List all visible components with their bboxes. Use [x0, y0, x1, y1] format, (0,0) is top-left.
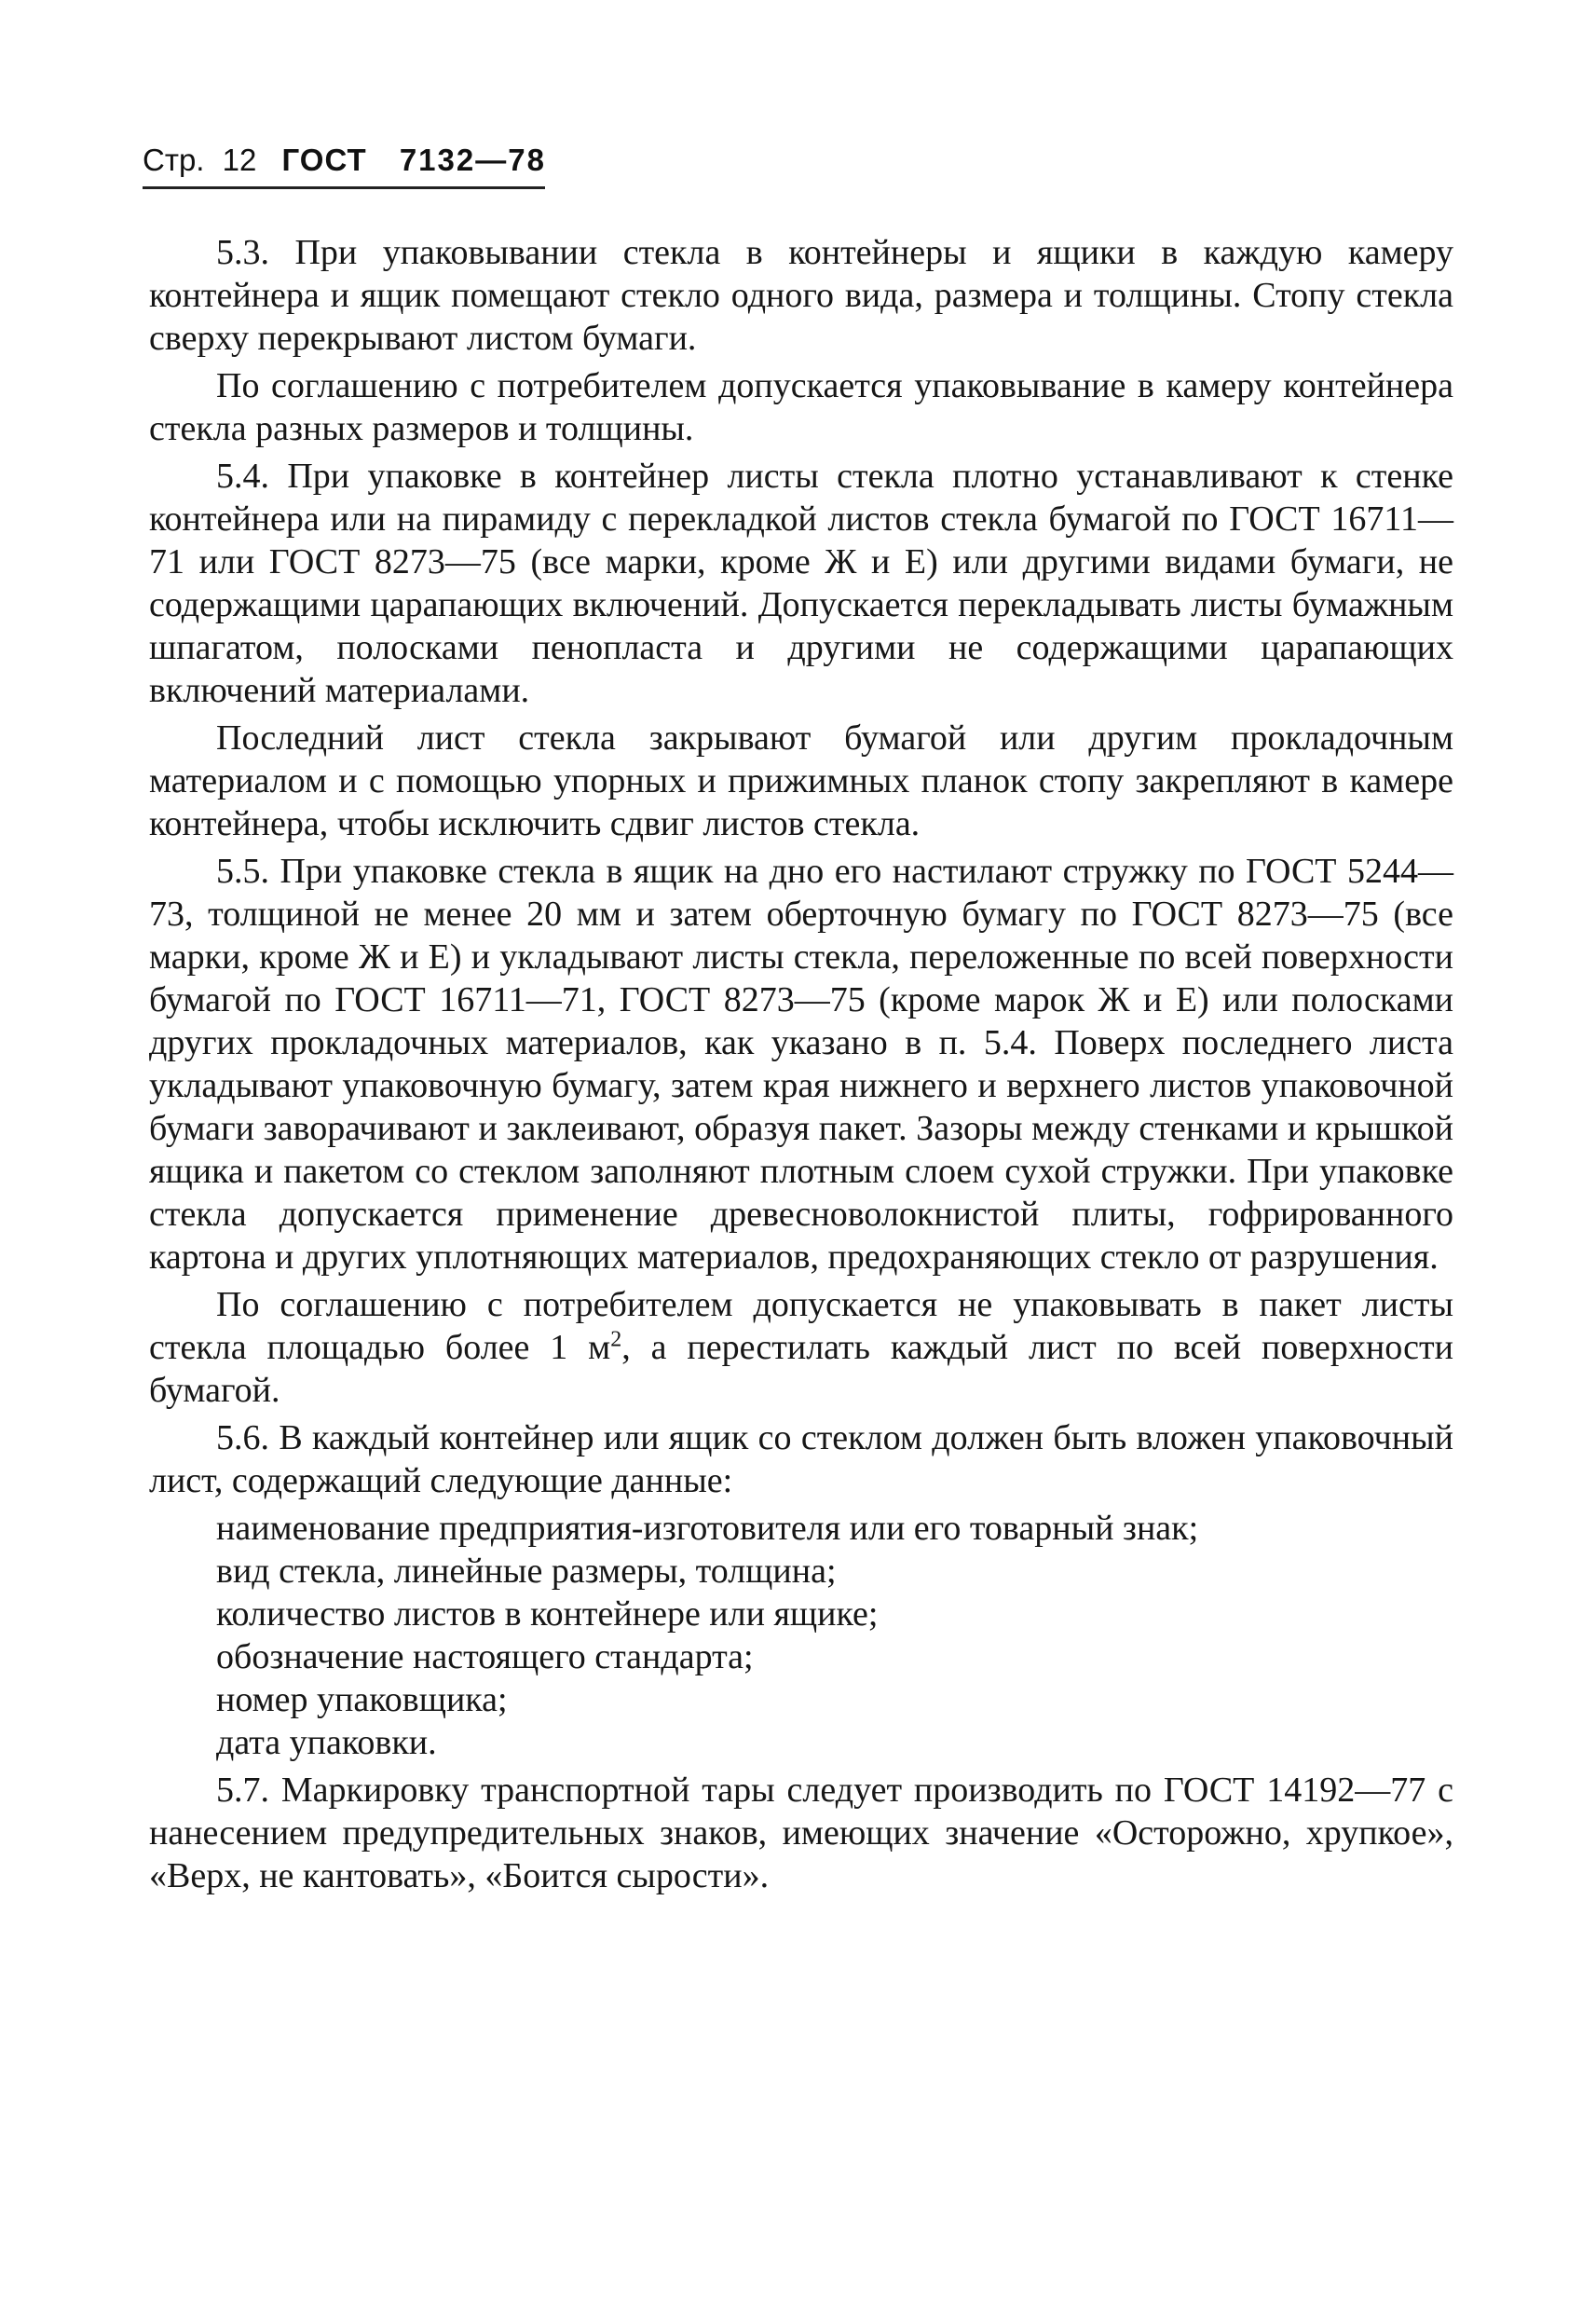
- paragraph-5-5-agreement-text-start: По соглашению с потребителем допускается не упаковывать в пакет листы стекла площадью более 1 м: [149, 1285, 1453, 1367]
- square-meter-superscript: 2: [610, 1327, 622, 1352]
- page-header: [143, 142, 546, 179]
- list-item: обозначение настоящего стандарта;: [216, 1637, 754, 1676]
- list-item: номер упаковщика;: [216, 1680, 508, 1719]
- document-body: [149, 231, 1453, 1902]
- paragraph-5-3-agreement: По соглашению с потребителем допускается упаковывание в камеру контейнера стекла разных размеров и толщины.: [149, 366, 1453, 448]
- page-label: Стр.: [143, 143, 205, 177]
- standard-prefix: ГОСТ: [281, 143, 367, 177]
- page-number: 12: [222, 143, 257, 177]
- paragraph-5-7: 5.7. Маркировку транспортной тары следует производить по ГОСТ 14192—77 с нанесением предупредительных знаков, имеющих значение «Осторожно, хрупкое», «Верх, не кантовать», «Боится сырости».: [149, 1771, 1453, 1895]
- paragraph-5-6: 5.6. В каждый контейнер или ящик со стеклом должен быть вложен упаковочный лист, содержащий следующие данные:: [149, 1418, 1453, 1500]
- list-item: вид стекла, линейные размеры, толщина;: [216, 1552, 837, 1591]
- paragraph-5-4: 5.4. При упаковке в контейнер листы стекла плотно устанавливают к стенке контейнера или на пирамиду с перекладкой листов стекла бумагой по ГОСТ 16711—71 или ГОСТ 8273—75 (все марки, кроме Ж и Е) или другими видами бумаги, не содержащими царапающих включений. Допускается перекладывать листы бумажным шпагатом, полосками пенопласта и другими не содержащими царапающих включений материалами.: [149, 457, 1453, 710]
- standard-code: 7132—78: [399, 143, 546, 177]
- paragraph-5-4-last-sheet: Последний лист стекла закрывают бумагой или другим прокладочным материалом и с помощью упорных и прижимных планок стопу закрепляют в камере контейнера, чтобы исключить сдвиг листов стекла.: [149, 718, 1453, 843]
- paragraph-5-5-agreement: [149, 1283, 1453, 1412]
- list-item: наименование предприятия-изготовителя или его товарный знак;: [216, 1509, 1199, 1548]
- paragraph-5-5: 5.5. При упаковке стекла в ящик на дно его настилают стружку по ГОСТ 5244—73, толщиной не менее 20 мм и затем оберточную бумагу по ГОСТ 8273—75 (все марки, кроме Ж и Е) и укладывают листы стекла, переложенные по всей поверхности бумагой по ГОСТ 16711—71, ГОСТ 8273—75 (кроме марок Ж и Е) или полосками других прокладочных материалов, как указано в п. 5.4. Поверх последнего листа укладывают упаковочную бумагу, затем края нижнего и верхнего листов упаковочной бумаги заворачивают и заклеивают, образуя пакет. Зазоры между стенками и крышкой ящика и пакетом со стеклом заполняют плотным слоем сухой стружки. При упаковке стекла допускается применение древесноволокнистой плиты, гофрированного картона и других уплотняющих материалов, предохраняющих стекло от разрушения.: [149, 852, 1453, 1277]
- paragraph-5-5-agreement-text-end: , а перестилать каждый лист по всей поверхности бумагой.: [149, 1328, 1453, 1410]
- header-rule: [143, 186, 545, 189]
- list-item: дата упаковки.: [216, 1723, 437, 1762]
- list-item: количество листов в контейнере или ящике;: [216, 1594, 879, 1634]
- packing-list-items: [149, 1507, 1453, 1764]
- paragraph-5-3: 5.3. При упаковывании стекла в контейнеры и ящики в каждую камеру контейнера и ящик помещают стекло одного вида, размера и толщины. Стопу стекла сверху перекрывают листом бумаги.: [149, 233, 1453, 358]
